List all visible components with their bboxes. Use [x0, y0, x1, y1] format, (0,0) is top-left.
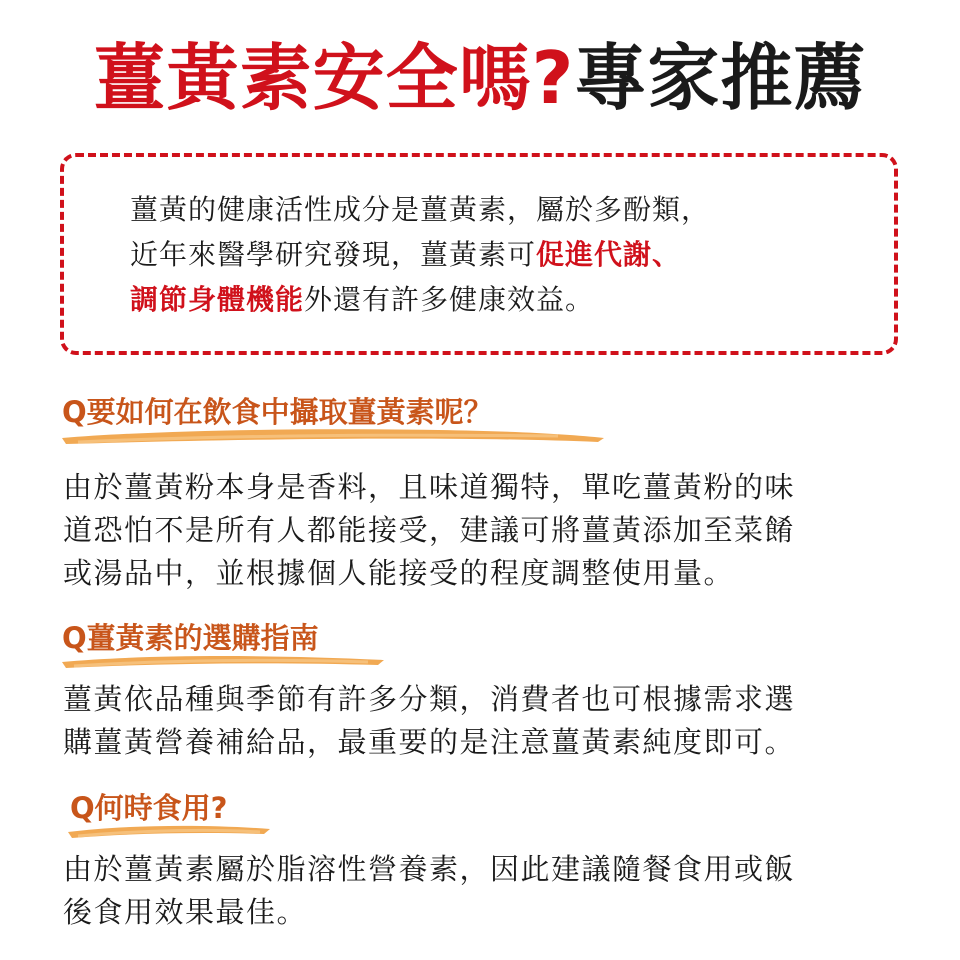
section-body-intake: [63, 466, 903, 595]
page-title: [0, 28, 960, 128]
text-line: 購薑黃營養補給品，最重要的是注意薑黃素純度即可。: [63, 725, 796, 759]
text-line: 後食用效果最佳。: [63, 895, 308, 929]
text-line: 薑黃依品種與季節有許多分類，消費者也可根據需求選: [63, 682, 796, 716]
section-heading-buying-guide: Q薑黃素的選購指南: [62, 621, 319, 655]
text-line: 道恐怕不是所有人都能接受，建議可將薑黃添加至菜餚: [63, 513, 796, 547]
intro-line-3: 調節身體機能外還有許多健康效益。: [130, 283, 595, 316]
intro-text: [130, 187, 870, 322]
section-body-when-to-eat: [63, 848, 903, 934]
text-line: 或湯品中，並根據個人能接受的程度調整使用量。: [63, 556, 735, 590]
intro-line-2: 近年來醫學研究發現，薑黃素可促進代謝、: [130, 238, 682, 271]
intro-line-1: 薑黃的健康活性成分是薑黃素，屬於多酚類，: [130, 193, 711, 226]
intro-highlight-body: 調節身體機能: [130, 283, 305, 316]
section-body-buying-guide: [63, 678, 903, 764]
text-line: 由於薑黃粉本身是香料，且味道獨特，單吃薑黃粉的味: [63, 470, 796, 504]
section-heading-intake: Q要如何在飲食中攝取薑黃素呢？: [62, 395, 493, 429]
title-recommend: 專家推薦: [574, 36, 867, 120]
text-line: 由於薑黃素屬於脂溶性營養素，因此建議隨餐食用或飯: [63, 852, 796, 886]
intro-highlight-metabolism: 促進代謝、: [536, 238, 682, 271]
section-heading-when-to-eat: Q何時食用?: [70, 791, 228, 825]
title-question: 薑黃素安全嗎?: [93, 36, 575, 120]
